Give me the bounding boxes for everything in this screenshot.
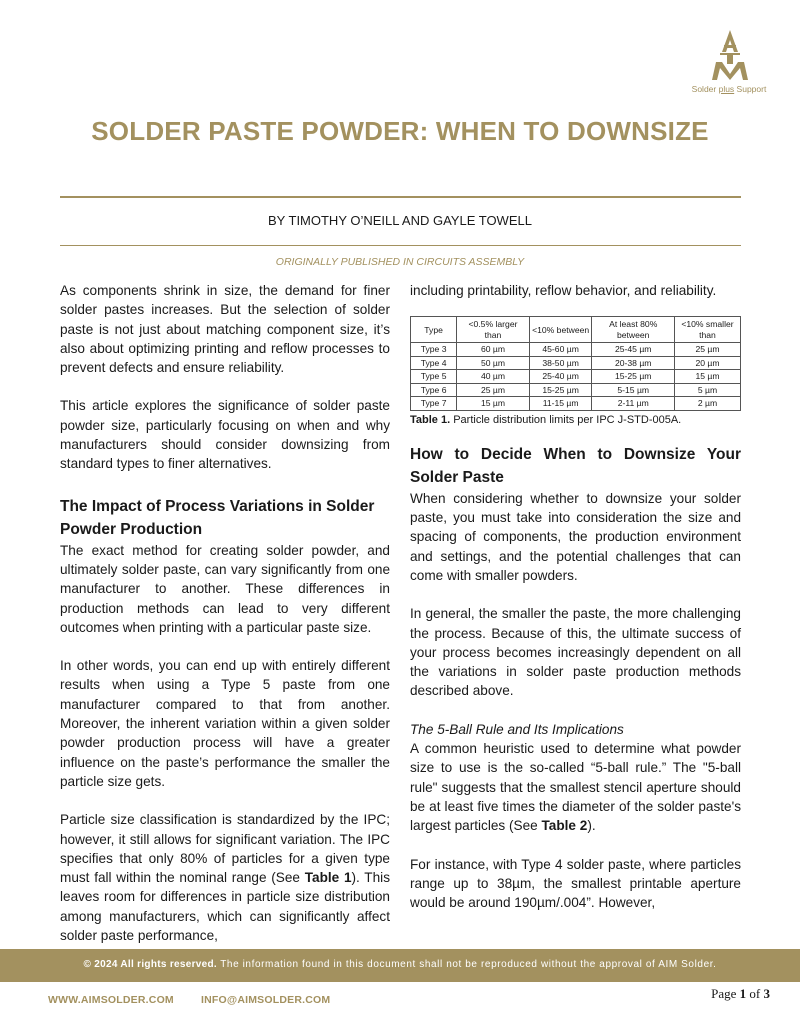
table-row: [411, 370, 741, 384]
publication-note: ORIGINALLY PUBLISHED IN CIRCUITS ASSEMBLY: [275, 256, 525, 268]
table-cell: Type 3: [411, 343, 457, 357]
table-cell: 11-15 µm: [529, 397, 592, 411]
page-indicator: Page 1 of 3: [711, 986, 770, 1001]
email-link[interactable]: INFO@AIMSOLDER.COM: [201, 994, 331, 1006]
table-cell: 40 µm: [457, 370, 530, 384]
logo-tagline: Solder plus Support: [691, 84, 767, 94]
paragraph: When considering whether to downsize your solder paste, you must take into consideration the size and spacing of components, the production environment and settings, and the potential challenges that can come with smaller powders.: [410, 490, 741, 583]
website-link[interactable]: WWW.AIMSOLDER.COM: [48, 994, 174, 1006]
paragraph: This article explores the significance of solder paste powder size, particularly focusing on when and why manufacturers should consider downsizing from standard types to finer alternatives.: [60, 398, 390, 472]
copyright-notice: © 2024 All rights reserved. The information found in this document shall not be reproduced without the approval of AIM Solder.: [83, 959, 717, 970]
paragraph: In general, the smaller the paste, the more challenging the process. Because of this, the ultimate success of your process becomes increasingly dependent on all the variations in solder paste production methods described above.: [410, 606, 741, 699]
table-cell: 15-25 µm: [592, 370, 675, 384]
divider: [60, 245, 741, 246]
table-cell: 15-25 µm: [529, 383, 592, 397]
table-cell: Type 5: [411, 370, 457, 384]
table-cell: 25 µm: [457, 383, 530, 397]
paragraph: A common heuristic used to determine what powder size to use is the so-called “5-ball rule.” The "5-ball rule" suggests that the smallest stencil aperture should be at least five times the diameter of the solder paste's largest particles (See Table 2).: [410, 741, 741, 834]
table-cell: 20 µm: [674, 356, 740, 370]
article-title: SOLDER PASTE POWDER: WHEN TO DOWNSIZE: [91, 116, 709, 146]
table-cell: 60 µm: [457, 343, 530, 357]
table-cell: 2-11 µm: [592, 397, 675, 411]
aim-logo-icon: [708, 28, 752, 82]
table-header-row: [411, 317, 741, 343]
table-cell: 20-38 µm: [592, 356, 675, 370]
paragraph: As components shrink in size, the demand for finer solder pastes increases. But the selection of solder paste is not just about matching component size, it’s also about optimizing printing and reflow processes to prevent defects and ensure reliability.: [60, 283, 390, 376]
table-cell: Type 6: [411, 383, 457, 397]
table-cell: 38-50 µm: [529, 356, 592, 370]
table-cell: Type 4: [411, 356, 457, 370]
table-cell: 50 µm: [457, 356, 530, 370]
table-header-cell: Type: [411, 317, 457, 343]
subsection-heading: The 5-Ball Rule and Its Implications: [410, 721, 624, 737]
table-cell: 15 µm: [674, 370, 740, 384]
table-row: [411, 397, 741, 411]
paragraph: Particle size classification is standardized by the IPC; however, it still allows for significant variation. The IPC specifies that only 80% of particles for a given type must fall within the nominal range (See Table 1). This leaves room for differences in particle size distribution among manufacturers, which can significantly affect solder paste performance,: [60, 812, 390, 944]
table-header-cell: At least 80% between: [592, 317, 675, 343]
footer-bar: [0, 949, 800, 982]
table-cell: Type 7: [411, 397, 457, 411]
table-row: [411, 356, 741, 370]
paragraph: including printability, reflow behavior, and reliability.: [410, 283, 717, 298]
table-header-cell: <10% smaller than: [674, 317, 740, 343]
divider: [60, 196, 741, 198]
table-cell: 25-40 µm: [529, 370, 592, 384]
company-logo: [686, 28, 772, 100]
footer-links: [48, 994, 354, 1006]
table-cell: 15 µm: [457, 397, 530, 411]
table-cell: 25 µm: [674, 343, 740, 357]
paragraph: The exact method for creating solder powder, and ultimately solder paste, can vary significantly from one manufacturer to another. These differences in production methods can lead to very different outcomes when printing with a particular paste size.: [60, 542, 390, 635]
section-heading: How to Decide When to Downsize Your Solder Paste: [410, 445, 741, 486]
table-cell: 5-15 µm: [592, 383, 675, 397]
paragraph: For instance, with Type 4 solder paste, where particles range up to 38µm, the smallest printable aperture would be around 190µm/.004”. However,: [410, 856, 741, 911]
particle-distribution-table: [410, 316, 741, 411]
table-reference: Table 1: [304, 870, 352, 886]
paragraph: In other words, you can end up with entirely different results when using a Type 5 paste from one manufacturer compared to that from another. Moreover, the inherent variation within a given solder powder production process will have a greater influence on the paste’s performance the smaller the particle size gets.: [60, 658, 390, 789]
table-cell: 5 µm: [674, 383, 740, 397]
table-header-cell: <0.5% larger than: [457, 317, 530, 343]
table-row: [411, 343, 741, 357]
right-column: [410, 281, 741, 912]
table-cell: 2 µm: [674, 397, 740, 411]
table-caption: Table 1. Particle distribution limits per IPC J-STD-005A.: [410, 413, 682, 426]
table-cell: 25-45 µm: [592, 343, 675, 357]
table-reference: Table 2: [541, 818, 588, 834]
left-column: [60, 281, 390, 945]
table-row: [411, 383, 741, 397]
table-cell: 45-60 µm: [529, 343, 592, 357]
byline: BY TIMOTHY O’NEILL AND GAYLE TOWELL: [268, 213, 532, 228]
table-header-cell: <10% between: [529, 317, 592, 343]
section-heading: The Impact of Process Variations in Solder Powder Production: [60, 497, 375, 538]
